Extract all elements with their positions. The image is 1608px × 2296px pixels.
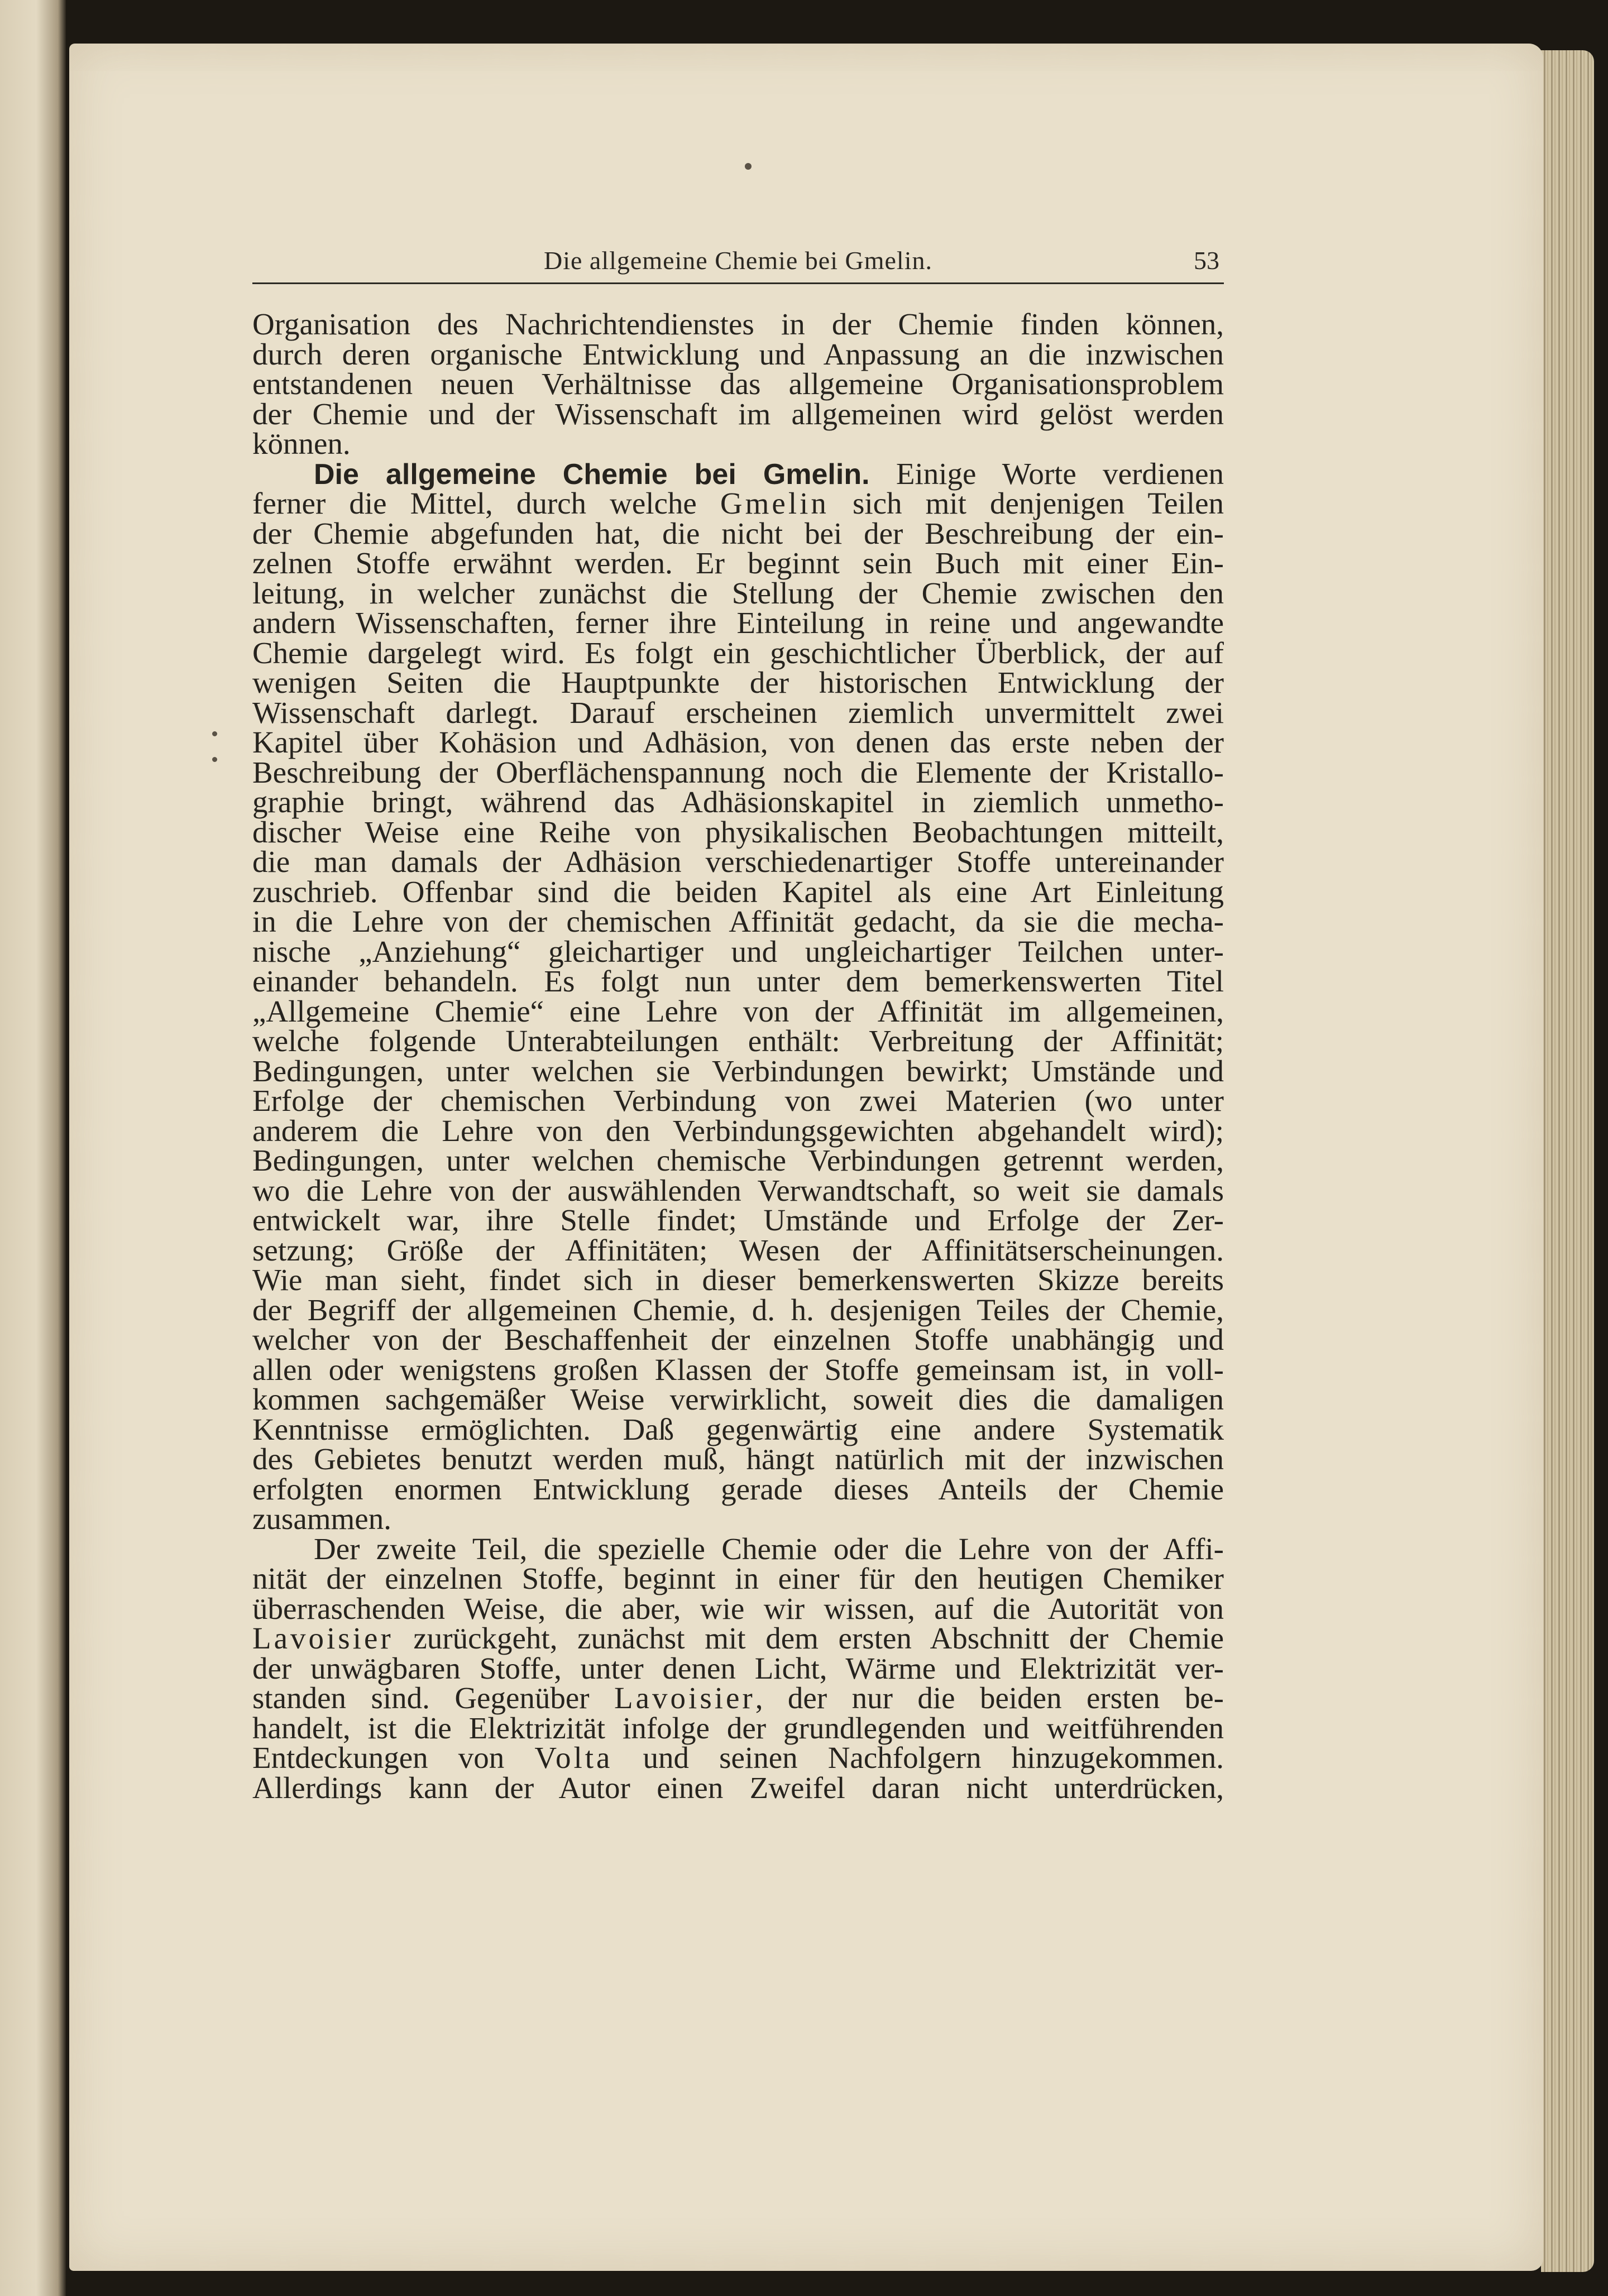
text-line: welche folgende Unterabteilungen enthält: Verbreitung der Affinität;: [252, 1024, 1224, 1058]
text-line: durch deren organische Entwicklung und Anpassung an die inzwischen: [252, 337, 1224, 371]
text-line: [252, 1683, 1224, 1713]
section-heading: Die allgemeine Chemie bei Gmelin.: [314, 458, 870, 491]
text-line: Bedingungen, unter welchen chemische Verbindungen getrennt werden,: [252, 1143, 1224, 1177]
running-title: Die allgemeine Chemie bei Gmelin.: [544, 246, 932, 275]
page-edges: [1541, 50, 1594, 2272]
text-line: setzung; Größe der Affinitäten; Wesen der Affinitätserscheinungen.: [252, 1233, 1224, 1267]
text-line: Allerdings kann der Autor einen Zweifel daran nicht unterdrücken,: [252, 1770, 1224, 1805]
text-line: welcher von der Beschaffenheit der einzelnen Stoffe unabhängig und: [252, 1322, 1224, 1356]
text-line: leitung, in welcher zunächst die Stellung der Chemie zwischen den: [252, 576, 1224, 610]
text-line: kommen sachgemäßer Weise verwirklicht, soweit dies die damaligen: [252, 1382, 1224, 1416]
text-line: nität der einzelnen Stoffe, beginnt in einer für den heutigen Chemiker: [252, 1561, 1224, 1595]
text-line: Erfolge der chemischen Verbindung von zwei Materien (wo unter: [252, 1084, 1224, 1118]
text-line: einander behandeln. Es folgt nun unter dem bemerkenswerten Titel: [252, 964, 1224, 998]
text-line: der Begriff der allgemeinen Chemie, d. h. desjenigen Teiles der Chemie,: [252, 1292, 1224, 1327]
text-line: können.: [252, 426, 351, 461]
text-line: Kenntnisse ermöglichten. Daß gegenwärtig eine andere Systematik: [252, 1412, 1224, 1446]
ink-speck: [212, 731, 217, 736]
text-line: Der zweite Teil, die spezielle Chemie oder die Lehre von der Affi-: [314, 1531, 1224, 1566]
text-line: des Gebietes benutzt werden muß, hängt natürlich mit der inzwischen: [252, 1442, 1224, 1476]
text-line: entstandenen neuen Verhältnisse das allgemeine Organisationsproblem: [252, 367, 1224, 401]
text-line: [252, 1743, 1224, 1773]
text-line: nische „Anziehung“ gleichartiger und ungleichartiger Teilchen unter-: [252, 934, 1224, 969]
text-line: [252, 488, 1224, 519]
line-text: und seinen Nachfolgern hinzugekommen.: [643, 1741, 1224, 1775]
person-name: Gmelin: [720, 486, 829, 520]
person-name: Lavoisier: [252, 1621, 394, 1655]
text-line: „Allgemeine Chemie“ eine Lehre von der Affinität im allgemeinen,: [252, 994, 1224, 1028]
text-line: Wie man sieht, findet sich in dieser bemerkenswerten Skizze bereits: [252, 1263, 1224, 1297]
text-line: allen oder wenigstens großen Klassen der Stoffe gemeinsam ist, in voll-: [252, 1352, 1224, 1387]
left-page-edge: [0, 0, 66, 2296]
text-line: Kapitel über Kohäsion und Adhäsion, von denen das erste neben der: [252, 725, 1224, 759]
text-line: Beschreibung der Oberflächenspannung noch die Elemente der Kristallo-: [252, 755, 1224, 789]
person-name: Lavoisier: [614, 1681, 755, 1715]
text-line: wenigen Seiten die Hauptpunkte der historischen Entwicklung der: [252, 665, 1224, 699]
running-header: [252, 243, 1224, 284]
text-line: überraschenden Weise, die aber, wie wir wissen, auf die Autorität von: [252, 1591, 1224, 1626]
text-line: Wissenschaft darlegt. Darauf erscheinen ziemlich unvermittelt zwei: [252, 695, 1224, 730]
line-text: Entdeckungen von: [252, 1741, 505, 1775]
text-line: entwickelt war, ihre Stelle findet; Umstände und Erfolge der Zer-: [252, 1203, 1224, 1237]
text-line: graphie bringt, während das Adhäsionskapitel in ziemlich unmetho-: [252, 785, 1224, 819]
text-line: Bedingungen, unter welchen sie Verbindungen bewirkt; Umstände und: [252, 1053, 1224, 1088]
text-line: erfolgten enormen Entwicklung gerade dieses Anteils der Chemie: [252, 1471, 1224, 1506]
text-line: Organisation des Nachrichtendienstes in der Chemie finden können,: [252, 307, 1224, 341]
text-line: der Chemie und der Wissenschaft im allgemeinen wird gelöst werden: [252, 396, 1224, 431]
line-text: ferner die Mittel, durch welche: [252, 486, 697, 520]
text-line: wo die Lehre von der auswählenden Verwandtschaft, so weit sie damals: [252, 1173, 1224, 1207]
text-line: die man damals der Adhäsion verschiedenartiger Stoffe untereinander: [252, 845, 1224, 879]
body-text: [252, 309, 1224, 1803]
line-text: standen sind. Gegenüber: [252, 1681, 590, 1715]
page-number: 53: [1194, 246, 1219, 275]
line-text: sich mit denjenigen Teilen: [852, 486, 1224, 520]
text-line: zelnen Stoffe erwähnt werden. Er beginnt sein Buch mit einer Ein-: [252, 546, 1224, 580]
line-text: , der nur die beiden ersten be-: [755, 1681, 1224, 1715]
text-line: der unwägbaren Stoffe, unter denen Licht, Wärme und Elektrizität ver-: [252, 1651, 1224, 1685]
text-line: der Chemie abgefunden hat, die nicht bei der Beschreibung der ein-: [252, 516, 1224, 550]
text-line-heading: [252, 456, 1224, 491]
text-line: in die Lehre von der chemischen Affinität gedacht, da sie die mecha-: [252, 904, 1224, 938]
text-line: [252, 1623, 1224, 1653]
text-line: discher Weise eine Reihe von physikalischen Beobachtungen mitteilt,: [252, 814, 1224, 849]
text-line: andern Wissenschaften, ferner ihre Einteilung in reine und angewandte: [252, 606, 1224, 640]
ink-speck: [745, 163, 752, 170]
ink-speck: [212, 757, 217, 762]
text-line: handelt, ist die Elektrizität infolge der grundlegenden und weitführenden: [252, 1710, 1224, 1745]
text-line: zusammen.: [252, 1502, 391, 1536]
heading-continuation: Einige Worte verdienen: [896, 456, 1224, 491]
text-line: Chemie dargelegt wird. Es folgt ein geschichtlicher Überblick, der auf: [252, 635, 1224, 670]
line-text: zurückgeht, zunächst mit dem ersten Abschnitt der Chemie: [413, 1621, 1224, 1655]
text-line: anderem die Lehre von den Verbindungsgewichten abgehandelt wird);: [252, 1113, 1224, 1148]
person-name: Volta: [534, 1741, 613, 1775]
text-line: zuschrieb. Offenbar sind die beiden Kapitel als eine Art Einleitung: [252, 874, 1224, 909]
